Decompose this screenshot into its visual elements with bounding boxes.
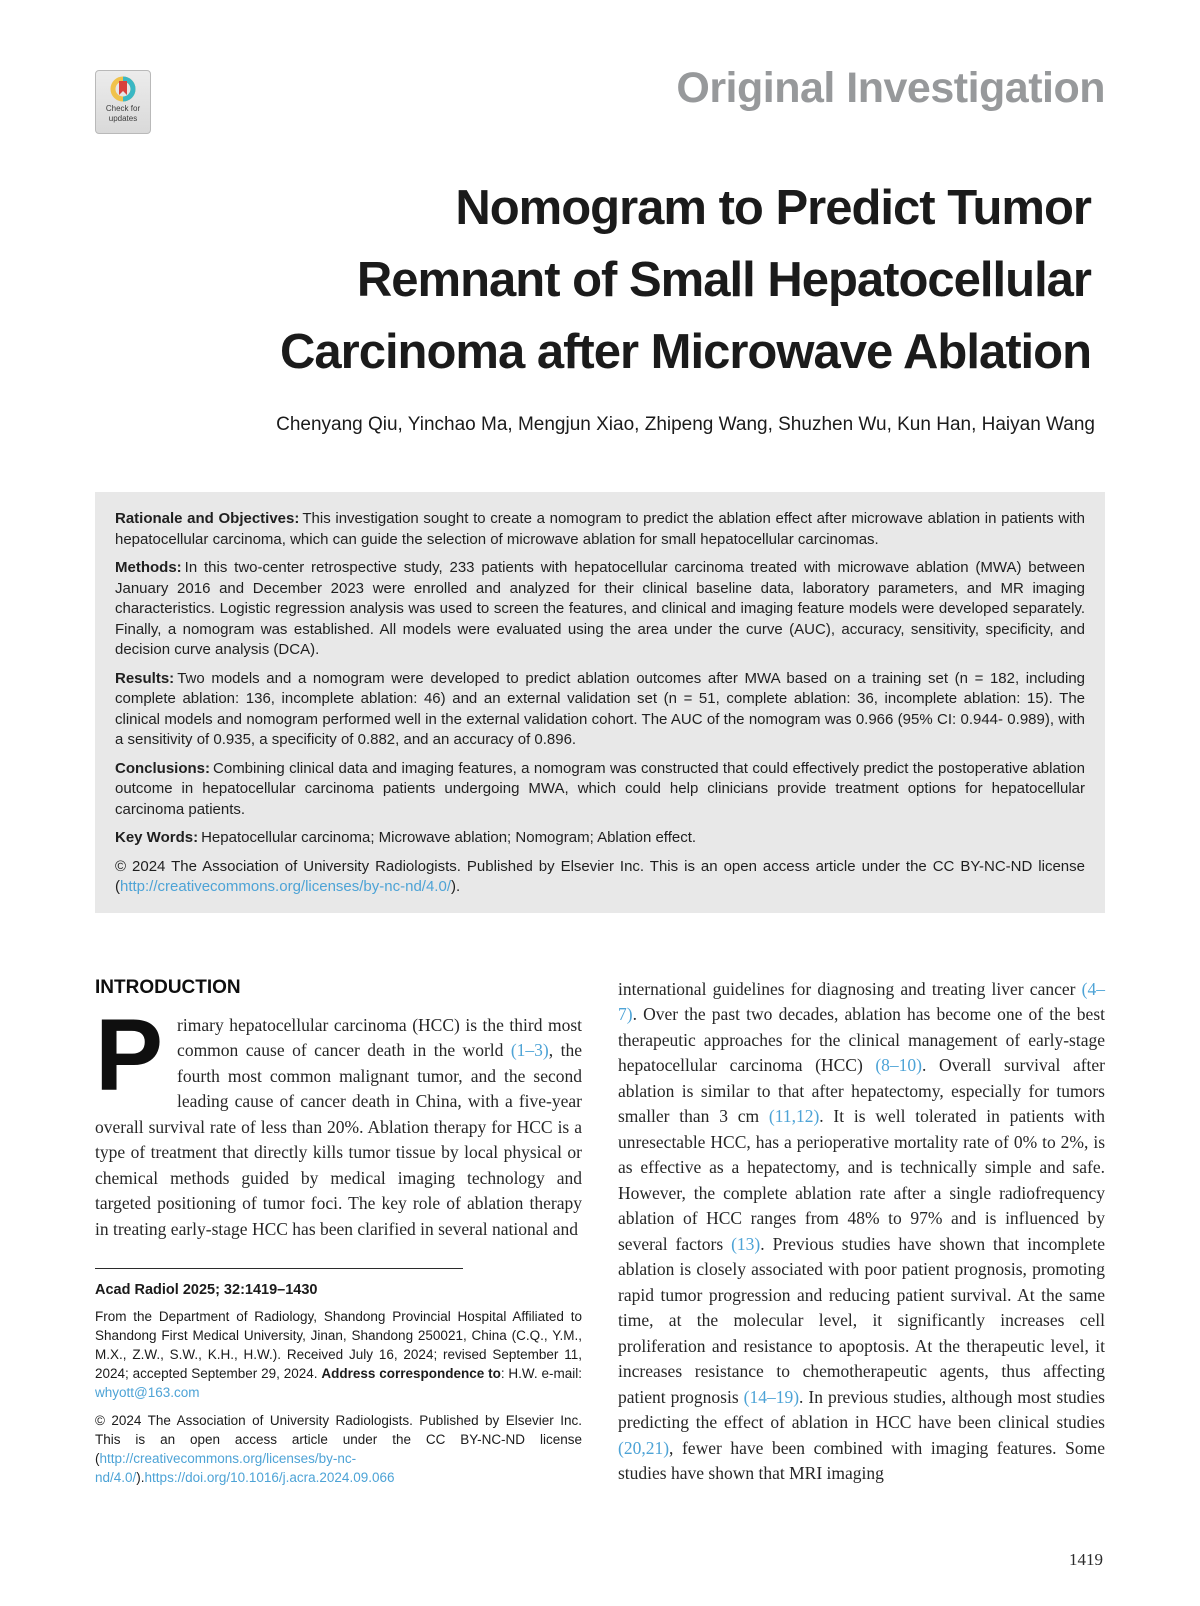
introduction-heading: INTRODUCTION <box>95 976 241 998</box>
abstract-rationale <box>115 509 1085 550</box>
affiliation-paragraph <box>95 1307 582 1402</box>
footnote-copyright-paragraph <box>95 1411 582 1487</box>
check-for-updates-label: Check for updates <box>105 104 141 124</box>
dropcap-letter: P <box>95 997 164 1112</box>
abstract-conclusions <box>115 759 1085 821</box>
inline-link[interactable]: (13) <box>731 1233 761 1254</box>
text-segment: ). <box>136 1470 145 1485</box>
title-line-3: Carcinoma after Microwave Ablation <box>279 325 1091 379</box>
abstract-results <box>115 669 1085 751</box>
inline-link[interactable]: (1–3) <box>510 1040 549 1060</box>
text-segment: . Over the past two decades, ablation has become one of the best therapeutic approaches for the clinical management of early-stage hepatocellular carcinoma (HCC) <box>618 1004 1105 1075</box>
abstract-results-text: Two models and a nomogram were developed to predict ablation outcomes after MWA based on a training set (n = 182, including complete ablation: 136, incomplete ablation: 46) and an external validation set (n = 51, complete ablation: 36, incomplete ablation: 15). The clinical models and nomogram performed well in the external validation cohort. The AUC of the nomogram was 0.966 (95% CI: 0.944- 0.989), with a sensitivity of 0.935, a specificity of 0.882, and an accuracy of 0.896. <box>115 669 1085 748</box>
abstract-box <box>95 492 1105 913</box>
page-header <box>95 64 1105 134</box>
abstract-keywords-text: Hepatocellular carcinoma; Microwave ablation; Nomogram; Ablation effect. <box>201 829 697 846</box>
inline-link[interactable]: http://creativecommons.org/licenses/by-nc-nd/4.0/ <box>95 1451 357 1485</box>
journal-section-label: Original Investigation <box>676 64 1105 112</box>
inline-link[interactable]: https://doi.org/10.1016/j.acra.2024.09.066 <box>144 1470 395 1485</box>
introduction-paragraph-left <box>95 997 582 1243</box>
abstract-methods <box>115 558 1085 661</box>
check-for-updates-badge[interactable] <box>95 70 151 134</box>
left-column <box>95 977 582 1497</box>
abstract-conclusions-text: Combining clinical data and imaging features, a nomogram was constructed that could effectively predict the postoperative ablation outcome in hepatocellular carcinoma patients undergoing MWA, which could help clinicians provide treatment options for hepatocellular carcinoma patients. <box>115 759 1085 818</box>
text-segment: © 2024 The Association of University Radiologists. Published by Elsevier Inc. This is an open access article under the CC BY-NC-ND license ( <box>95 1413 582 1466</box>
text-segment: : H.W. e-mail: <box>500 1366 582 1381</box>
footnote-divider <box>95 1268 463 1269</box>
inline-link[interactable]: (20,21) <box>618 1437 670 1458</box>
text-segment: rimary hepatocellular carcinoma (HCC) is the third most common cause of cancer death in the world <box>177 1014 582 1060</box>
text-segment: Address correspondence to <box>321 1366 501 1381</box>
inline-link[interactable]: (11,12) <box>768 1106 820 1126</box>
text-segment: ). <box>450 878 461 895</box>
footnote-block <box>95 1268 582 1487</box>
text-segment: , the fourth most common malignant tumor, and the second leading cause of cancer death in China, with a five-year overall survival rate of less than 20%. Ablation therapy for HCC is a type of treatment that directly kills tumor tissue by local physical or chemical methods guided by medical imaging technology and targeted positioning of tumor foci. The key role of ablation therapy in treating early-stage HCC has been clarified in several national and <box>95 1040 582 1239</box>
inline-link[interactable]: (14–19) <box>743 1386 800 1407</box>
crossmark-icon <box>109 75 137 103</box>
inline-link[interactable]: (4–7) <box>618 978 1105 1024</box>
abstract-results-label: Results: <box>115 669 175 687</box>
text-segment: . It is well tolerated in patients with unresectable HCC, has a perioperative mortality rate of 0% to 2%, is as effective as a hepatectomy, and is technically simple and safe. However, the complete ablation rate after a single radiofrequency ablation of HCC ranges from 48% to 97% and is influenced by several factors <box>618 1106 1105 1254</box>
text-segment: © 2024 The Association of University Radiologists. Published by Elsevier Inc. This is an open access article under the CC BY-NC-ND license ( <box>115 857 1085 895</box>
text-segment: From the Department of Radiology, Shandong Provincial Hospital Affiliated to Shandong First Medical University, Jinan, Shandong 250021, China (C.Q., Y.M., M.X., Z.W., S.W., K.H., H.W.). Received July 16, 2024; revised September 11, 2024; accepted September 29, 2024. <box>95 1309 582 1381</box>
inline-link[interactable]: http://creativecommons.org/licenses/by-nc-nd/4.0/ <box>120 878 451 895</box>
text-segment: . In previous studies, although most studies predicting the effect of ablation in HCC have been clinical studies <box>618 1386 1105 1432</box>
authors-line: Chenyang Qiu, Yinchao Ma, Mengjun Xiao, Zhipeng Wang, Shuzhen Wu, Kun Han, Haiyan Wang <box>276 414 1095 435</box>
page-number: 1419 <box>1069 1550 1103 1569</box>
abstract-rationale-label: Rationale and Objectives: <box>115 510 300 527</box>
introduction-paragraph-right <box>618 977 1105 1487</box>
abstract-methods-text: In this two-center retrospective study, 233 patients with hepatocellular carcinoma treated with microwave ablation (MWA) between January 2016 and December 2023 were enrolled and analyzed for their clinical baseline data, laboratory parameters, and MR imaging characteristics. Logistic regression analysis was used to screen the features, and clinical and imaging feature models were developed separately. Finally, a nomogram was established. All models were evaluated using the area under the curve (AUC), accuracy, sensitivity, specificity, and decision curve analysis (DCA). <box>115 559 1085 658</box>
title-line-1: Nomogram to Predict Tumor <box>455 181 1091 235</box>
text-segment: , fewer have been combined with imaging features. Some studies have shown that MRI imaging <box>618 1437 1105 1483</box>
title-line-2: Remnant of Small Hepatocellular <box>356 253 1091 307</box>
article-title <box>95 172 1105 388</box>
text-segment: . Previous studies have shown that incomplete ablation is closely associated with poor patient prognosis, promoting rapid tumor progression and reducing patient survival. At the same time, at the molecular level, it significantly increases cell proliferation and resistance to apoptosis. At the therapeutic level, it increases resistance to chemotherapeutic agents, thus affecting patient prognosis <box>618 1233 1105 1407</box>
right-column <box>618 977 1105 1497</box>
abstract-copyright <box>115 857 1085 898</box>
journal-citation: Acad Radiol 2025; 32:1419–1430 <box>95 1282 318 1298</box>
introduction-left-text <box>95 997 582 1239</box>
abstract-keywords-label: Key Words: <box>115 829 199 846</box>
text-segment: . Overall survival after ablation is similar to that after hepatectomy, especially for tumors smaller than 3 cm <box>618 1055 1105 1126</box>
inline-link[interactable]: (8–10) <box>875 1055 922 1075</box>
inline-link[interactable]: whyott@163.com <box>95 1385 200 1400</box>
abstract-keywords <box>115 828 1085 849</box>
text-segment: international guidelines for diagnosing and treating liver cancer <box>618 978 1082 999</box>
abstract-rationale-text: This investigation sought to create a nomogram to predict the ablation effect after microwave ablation in patients with hepatocellular carcinoma, which can guide the selection of microwave ablation for small hepatocellular carcinomas. <box>115 510 1085 548</box>
abstract-conclusions-label: Conclusions: <box>115 759 211 777</box>
abstract-methods-label: Methods: <box>115 559 182 576</box>
body-columns <box>95 977 1105 1497</box>
